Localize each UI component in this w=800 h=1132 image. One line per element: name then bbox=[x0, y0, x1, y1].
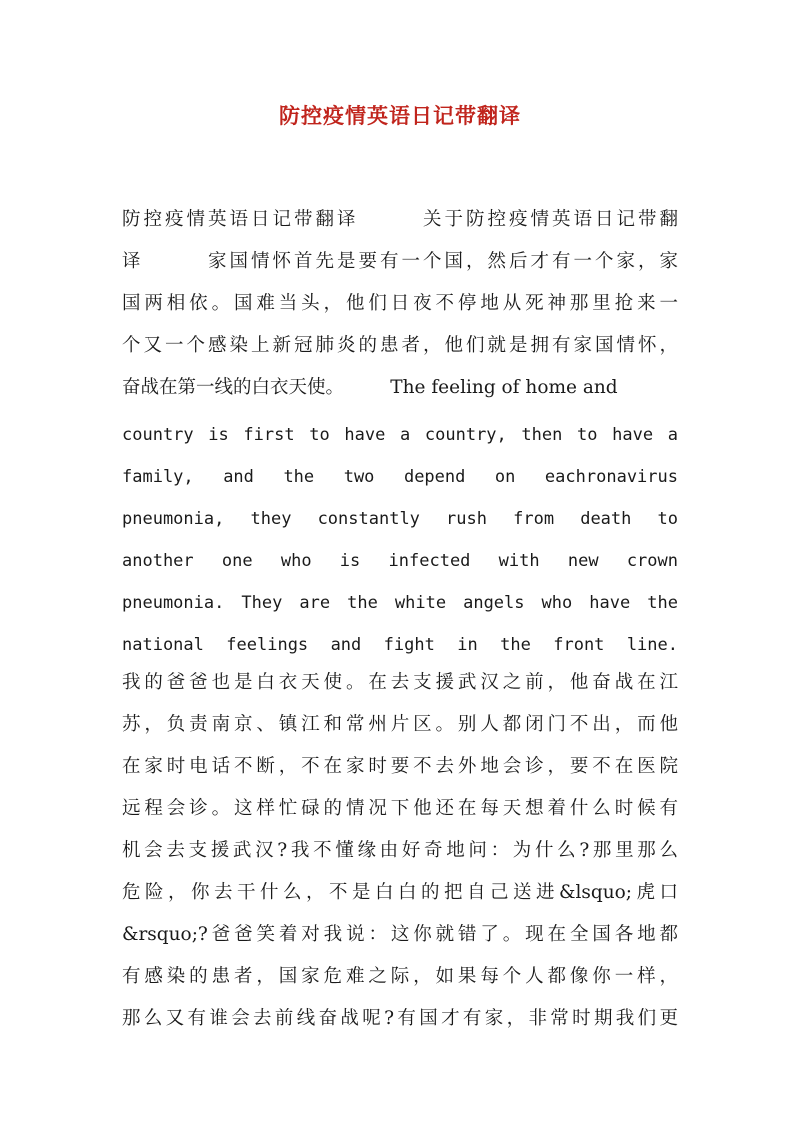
body-line: 苏，负责南京、镇江和常州片区。别人都闭门不出，而他 bbox=[122, 714, 678, 735]
body-line: &rsquo;?爸爸笑着对我说：这你就错了。现在全国各地都 bbox=[122, 924, 678, 945]
body-line: country is first to have a country, then to have a bbox=[122, 425, 678, 445]
body-line: pneumonia, they constantly rush from death to bbox=[122, 509, 678, 529]
body-line: 危险，你去干什么，不是白白的把自己送进&lsquo;虎口 bbox=[122, 882, 678, 903]
body-line: 在家时电话不断，不在家时要不去外地会诊，要不在医院 bbox=[122, 756, 678, 777]
body-line: 防控疫情英语日记带翻译 关于防控疫情英语日记带翻 bbox=[122, 209, 678, 230]
body-line: 有感染的患者，国家危难之际，如果每个人都像你一样， bbox=[122, 966, 678, 987]
body-line: 远程会诊。这样忙碌的情况下他还在每天想着什么时候有 bbox=[122, 798, 678, 819]
body-line: 机会去支援武汉?我不懂缘由好奇地问：为什么?那里那么 bbox=[122, 840, 678, 861]
body-line: 奋战在第一线的白衣天使。 The feeling of home and bbox=[122, 377, 618, 398]
body-line: 我的爸爸也是白衣天使。在去支援武汉之前，他奋战在江 bbox=[122, 672, 678, 693]
body-line: 译 家国情怀首先是要有一个国，然后才有一个家，家 bbox=[122, 251, 678, 272]
body-line: national feelings and fight in the front line. bbox=[122, 635, 678, 655]
document-title: 防控疫情英语日记带翻译 bbox=[279, 103, 521, 128]
body-line: 个又一个感染上新冠肺炎的患者，他们就是拥有家国情怀， bbox=[122, 335, 678, 356]
body-line: another one who is infected with new crown bbox=[122, 551, 678, 571]
body-line: family, and the two depend on eachronavirus bbox=[122, 467, 678, 487]
body-line: 那么又有谁会去前线奋战呢?有国才有家，非常时期我们更 bbox=[122, 1008, 678, 1029]
body-line: pneumonia. They are the white angels who have the bbox=[122, 593, 678, 613]
body-line: 国两相依。国难当头，他们日夜不停地从死神那里抢来一 bbox=[122, 293, 678, 314]
